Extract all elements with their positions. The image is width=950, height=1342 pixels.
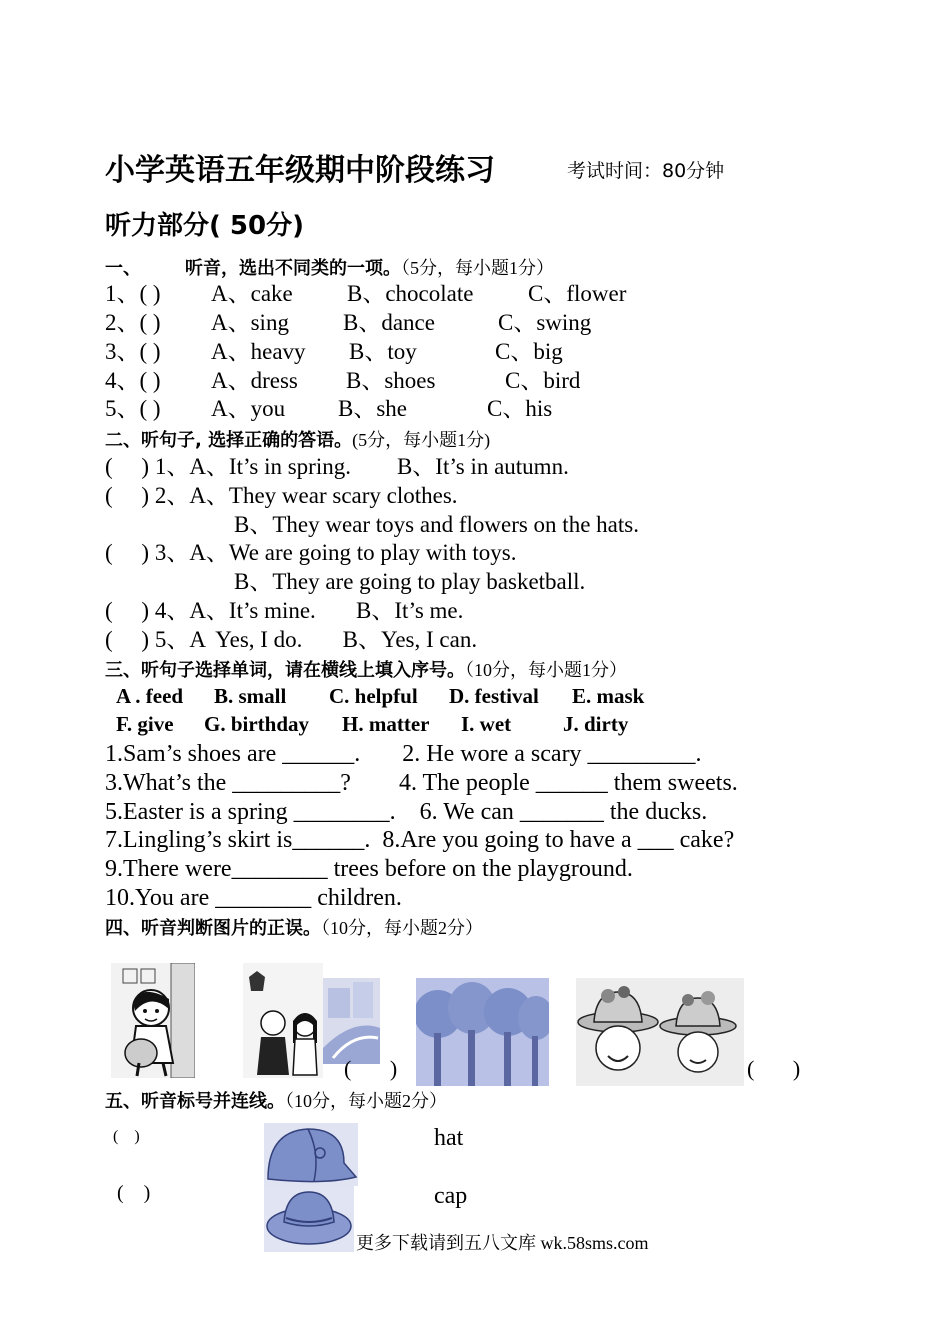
s1-item-number: 4、( ) — [105, 368, 161, 393]
picture-hat — [264, 1186, 354, 1252]
word-option: G. birthday — [204, 712, 310, 736]
word-option: E. mask — [572, 684, 645, 708]
section4-note: （10分，每小题2分） — [321, 918, 483, 938]
answer-paren-4a[interactable]: ( ) — [344, 1056, 398, 1081]
section5-note: （10分，每小题2分） — [285, 1091, 447, 1111]
s2-line: ( ) 3、A、We are going to play with toys. — [105, 540, 517, 565]
s1-option-c: C、bird — [505, 368, 581, 393]
section5-heading — [105, 1087, 447, 1113]
footer-download-note: 更多下载请到五八文库 wk.58sms.com — [356, 1233, 649, 1253]
word-option: D. festival — [449, 684, 539, 708]
s2-line: B、They are going to play basketball. — [234, 569, 586, 594]
s1-option-a: A、sing — [211, 310, 289, 335]
s1-option-a: A、cake — [211, 281, 293, 306]
s1-option-b: B、chocolate — [347, 281, 474, 306]
s1-item-number: 3、( ) — [105, 339, 161, 364]
s1-option-c: C、big — [495, 339, 563, 364]
section2-title: 二、听句子, 选择正确的答语。 — [105, 430, 353, 451]
word-option: C. helpful — [329, 684, 418, 708]
section4-heading — [105, 914, 483, 940]
s1-item-number: 1、( ) — [105, 281, 161, 306]
word-cap: cap — [434, 1183, 468, 1209]
section1-note: （5分，每小题1分） — [401, 258, 554, 278]
listening-title: 听力部分( 50分) — [105, 211, 304, 241]
picture-two-kids — [243, 963, 323, 1078]
s1-option-b: B、dance — [343, 310, 435, 335]
word-option: A . feed — [116, 684, 184, 708]
s1-option-c: C、swing — [498, 310, 592, 335]
s2-line: ( ) 2、A、They wear scary clothes. — [105, 483, 458, 508]
section4-title: 四、听音判断图片的正误。 — [105, 918, 321, 939]
s1-option-b: B、toy — [349, 339, 417, 364]
word-option: H. matter — [342, 712, 430, 736]
picture-road — [323, 978, 380, 1064]
section2-heading — [105, 426, 490, 452]
s2-line: ( ) 5、A Yes, I do. B、Yes, I can. — [105, 627, 478, 652]
s3-line: 3.What’s the _________? 4. The people ______ them sweets. — [105, 770, 738, 796]
s2-line: ( ) 4、A、It’s mine. B、It’s me. — [105, 598, 464, 623]
s1-item-number: 2、( ) — [105, 310, 161, 335]
page-title: 小学英语五年级期中阶段练习 — [105, 153, 495, 188]
section2-note: (5分，每小题1分) — [352, 430, 491, 450]
section1-title: 听音，选出不同类的一项。 — [185, 258, 401, 279]
section3-heading — [105, 656, 627, 682]
s1-option-c: C、his — [487, 396, 553, 421]
s1-item-number: 5、( ) — [105, 396, 161, 421]
s1-option-b: B、shoes — [346, 368, 436, 393]
s3-line: 7.Lingling’s skirt is______. 8.Are you going to have a ___ cake? — [105, 827, 735, 853]
picture-kids-with-hats — [576, 978, 744, 1086]
s3-line: 10.You are ________ children. — [105, 885, 402, 911]
s2-line: ( ) 1、A、It’s in spring. B、It’s in autumn. — [105, 454, 569, 479]
section1-heading — [105, 254, 554, 280]
word-hat: hat — [434, 1125, 464, 1151]
s1-option-a: A、heavy — [211, 339, 306, 364]
s1-option-b: B、she — [338, 396, 407, 421]
answer-paren-5a[interactable]: ( ) — [113, 1128, 140, 1145]
section3-title: 三、听句子选择单词，请在横线上填入序号。 — [105, 660, 465, 681]
exam-time: 考试时间：80分钟 — [567, 160, 725, 182]
word-option: I. wet — [461, 712, 512, 736]
section1-number: 一、 — [105, 258, 141, 279]
s1-option-c: C、flower — [528, 281, 627, 306]
word-option: B. small — [214, 684, 287, 708]
answer-paren-5b[interactable]: ( ) — [117, 1182, 151, 1204]
s3-line: 5.Easter is a spring ________. 6. We can _______ the ducks. — [105, 799, 708, 825]
section3-note: （10分，每小题1分） — [465, 660, 627, 680]
s3-line: 9.There were________ trees before on the playground. — [105, 856, 633, 882]
s1-option-a: A、dress — [211, 368, 298, 393]
picture-cap — [264, 1123, 358, 1186]
s1-option-a: A、you — [211, 396, 286, 421]
s3-line: 1.Sam’s shoes are ______. 2. He wore a scary _________. — [105, 741, 702, 767]
answer-paren-4b[interactable]: ( ) — [747, 1056, 801, 1081]
picture-trees — [416, 978, 549, 1086]
word-option: F. give — [116, 712, 174, 736]
s2-line: B、They wear toys and flowers on the hats. — [234, 512, 639, 537]
word-option: J. dirty — [563, 712, 629, 736]
section5-title: 五、听音标号并连线。 — [105, 1091, 285, 1112]
picture-girl-with-bag — [111, 963, 195, 1078]
